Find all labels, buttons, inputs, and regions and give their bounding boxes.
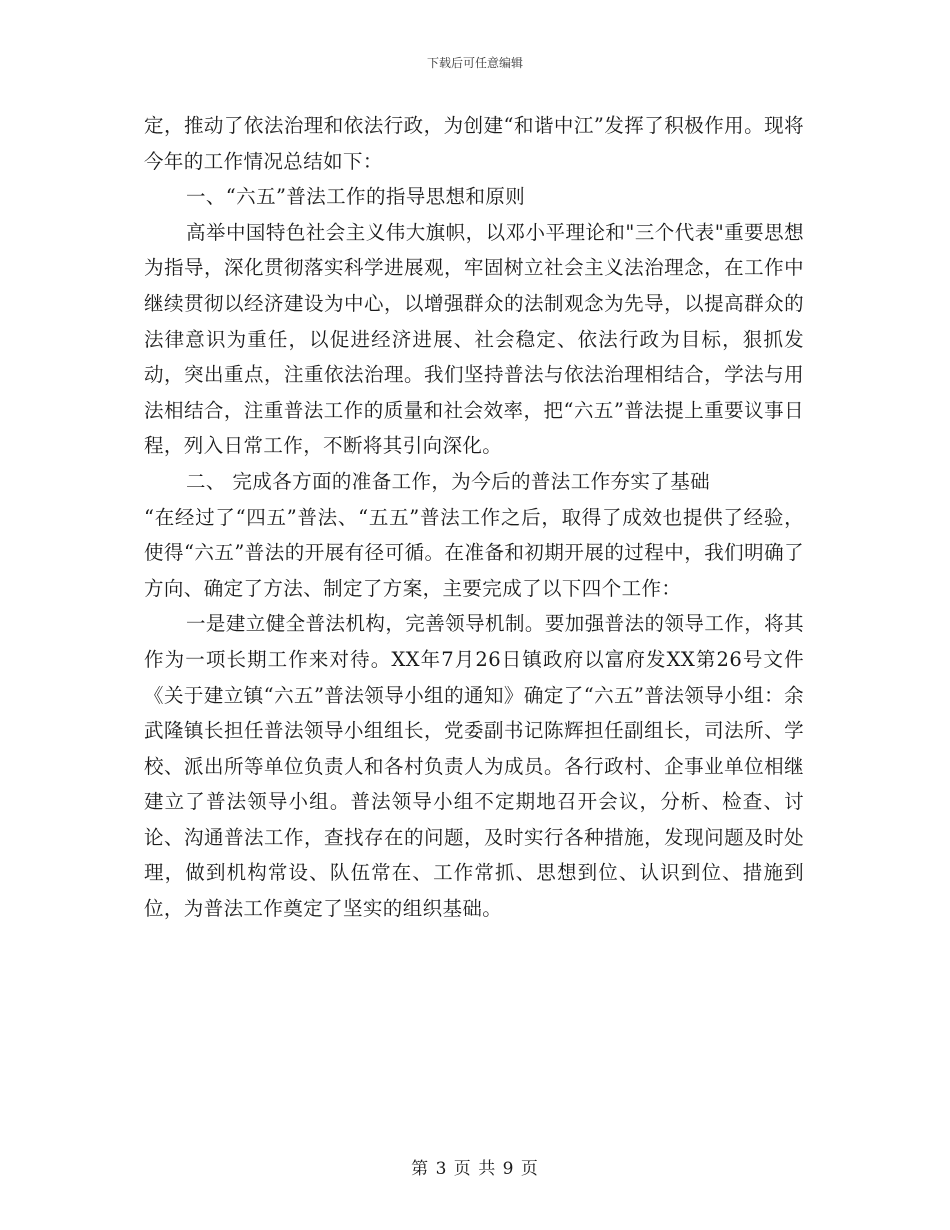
page-number: 第 3 页 共 9 页 (411, 1159, 539, 1179)
paragraph-continuation: 定，推动了依法治理和依法行政，为创建“和谐中江”发挥了积极作用。现将今年的工作情况总结如下： (144, 114, 804, 173)
paragraph-guiding-principles: 高举中国特色社会主义伟大旗帜，以邓小平理论和"三个代表"重要思想为指导，深化贯彻落实科学进展观，牢固树立社会主义法治理念，在工作中继续贯彻以经济建设为中心，以增强群众的法制观念为先导，以提高群众的法律意识为重任，以促进经济进展、社会稳定、依法行政为目标，狠抓发动，突出重点，注重依法治理。我们坚持普法与依法治理相结合，学法与用法相结合，注重普法工作的质量和社会效率，把“六五”普法提上重要议事日程，列入日常工作，不断将其引向深化。 (144, 220, 804, 458)
section-heading-1: 一、“六五”普法工作的指导思想和原则 (186, 185, 526, 209)
section-heading-2: 二、 完成各方面的准备工作，为今后的普法工作夯实了基础 (186, 469, 710, 493)
paragraph-leadership-mechanism: 一是建立健全普法机构，完善领导机制。要加强普法的领导工作，将其作为一项长期工作来对待。XX年7月26日镇政府以富府发XX第26号文件《关于建立镇“六五”普法领导小组的通知》确定了“六五”普法领导小组：余武隆镇长担任普法领导小组组长，党委副书记陈辉担任副组长，司法所、学校、派出所等单位负责人和各村负责人为成员。各行政村、企事业单位相继建立了普法领导小组。普法领导小组不定期地召开会议，分析、检查、讨论、沟通普法工作，查找存在的问题，及时实行各种措施，发现问题及时处理，做到机构常设、队伍常在、工作常抓、思想到位、认识到位、措施到位，为普法工作奠定了坚实的组织基础。 (144, 612, 804, 921)
paragraph-preparation: “在经过了“四五”普法、“五五”普法工作之后，取得了成效也提供了经验，使得“六五”普法的开展有径可循。在准备和初期开展的过程中，我们明确了方向、确定了方法、制定了方案，主要完成了以下四个工作： (144, 505, 804, 600)
document-body (144, 108, 804, 927)
page-header-note: 下载后可任意编辑 (426, 56, 523, 70)
